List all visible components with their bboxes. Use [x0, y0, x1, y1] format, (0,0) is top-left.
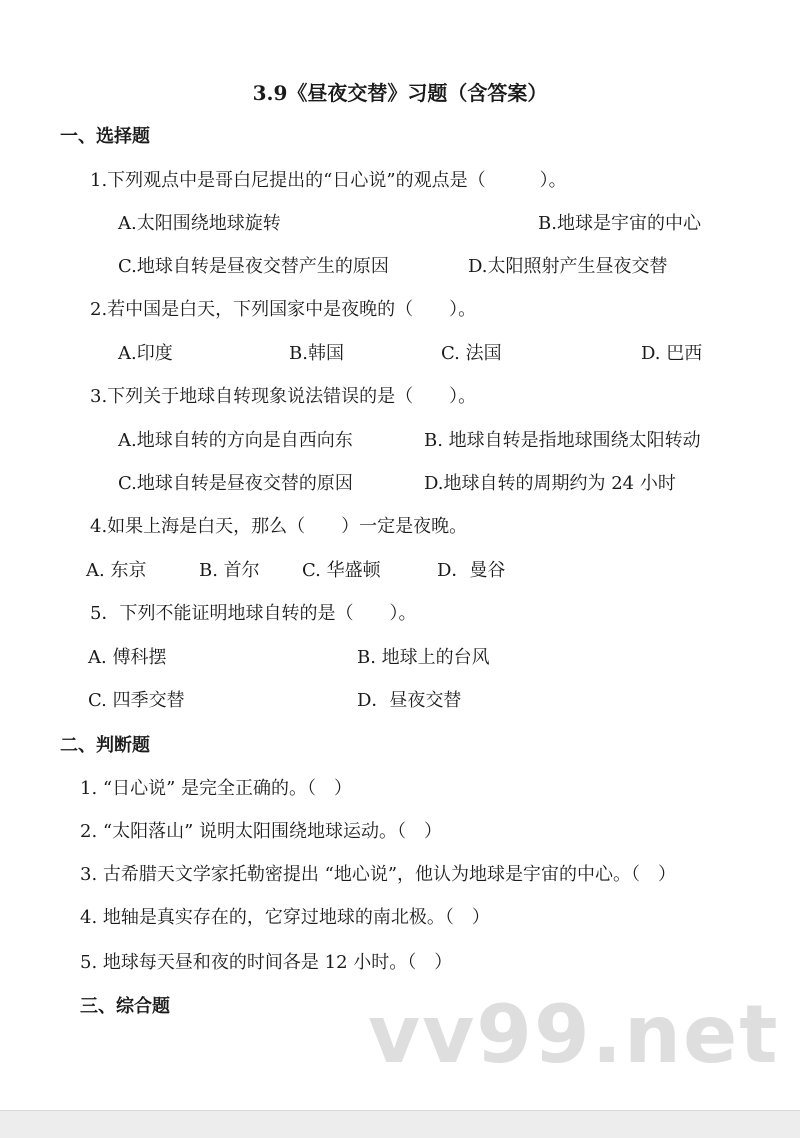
question-5-stem: 5．下列不能证明地球自转的是（ ）。 — [90, 603, 417, 624]
question-1-option-a: A.太阳围绕地球旋转 — [118, 213, 281, 234]
question-3-option-d: D.地球自转的周期约为 24 小时 — [424, 473, 676, 494]
question-4-option-d: D．曼谷 — [437, 560, 506, 581]
true-false-item-1: 1. “日心说” 是完全正确的。（ ） — [80, 778, 353, 799]
question-1-option-d: D.太阳照射产生昼夜交替 — [468, 256, 668, 277]
question-1-stem: 1.下列观点中是哥白尼提出的“日心说”的观点是（ ）。 — [90, 170, 567, 191]
question-4-option-a: A. 东京 — [86, 560, 147, 581]
question-4-option-c: C. 华盛顿 — [302, 560, 381, 581]
question-3-stem: 3.下列关于地球自转现象说法错误的是（ ）。 — [90, 386, 477, 407]
page-bottom-strip — [0, 1110, 800, 1138]
question-5-option-a: A. 傅科摆 — [88, 647, 167, 668]
section-heading-true-false: 二、判断题 — [60, 735, 150, 756]
question-2-option-b: B.韩国 — [289, 343, 344, 364]
question-2-option-a: A.印度 — [118, 343, 173, 364]
question-1-option-c: C.地球自转是昼夜交替产生的原因 — [118, 256, 389, 277]
question-2-stem: 2.若中国是白天，下列国家中是夜晚的（ ）。 — [90, 299, 477, 320]
question-2-option-d: D. 巴西 — [641, 343, 703, 364]
question-4-option-b: B. 首尔 — [199, 560, 260, 581]
section-heading-comprehensive: 三、综合题 — [80, 996, 170, 1017]
question-1-option-b: B.地球是宇宙的中心 — [538, 213, 701, 234]
question-3-option-a: A.地球自转的方向是自西向东 — [118, 430, 353, 451]
watermark: vv99.net — [368, 988, 780, 1081]
true-false-item-3: 3. 古希腊天文学家托勒密提出 “地心说”，他认为地球是宇宙的中心。（ ） — [80, 864, 677, 885]
true-false-item-4: 4. 地轴是真实存在的，它穿过地球的南北极。（ ） — [80, 907, 490, 928]
question-4-stem: 4.如果上海是白天，那么（ ）一定是夜晚。 — [90, 516, 468, 537]
page-title: 3.9《昼夜交替》习题（含答案） — [252, 81, 548, 105]
question-5-option-b: B. 地球上的台风 — [357, 647, 490, 668]
true-false-item-5: 5. 地球每天昼和夜的时间各是 12 小时。（ ） — [80, 952, 453, 973]
true-false-item-2: 2. “太阳落山” 说明太阳围绕地球运动。（ ） — [80, 821, 443, 842]
question-5-option-d: D．昼夜交替 — [357, 690, 462, 711]
question-3-option-b: B. 地球自转是指地球围绕太阳转动 — [424, 430, 701, 451]
question-3-option-c: C.地球自转是昼夜交替的原因 — [118, 473, 353, 494]
section-heading-choice: 一、选择题 — [60, 126, 150, 147]
question-2-option-c: C. 法国 — [441, 343, 502, 364]
question-5-option-c: C. 四季交替 — [88, 690, 185, 711]
